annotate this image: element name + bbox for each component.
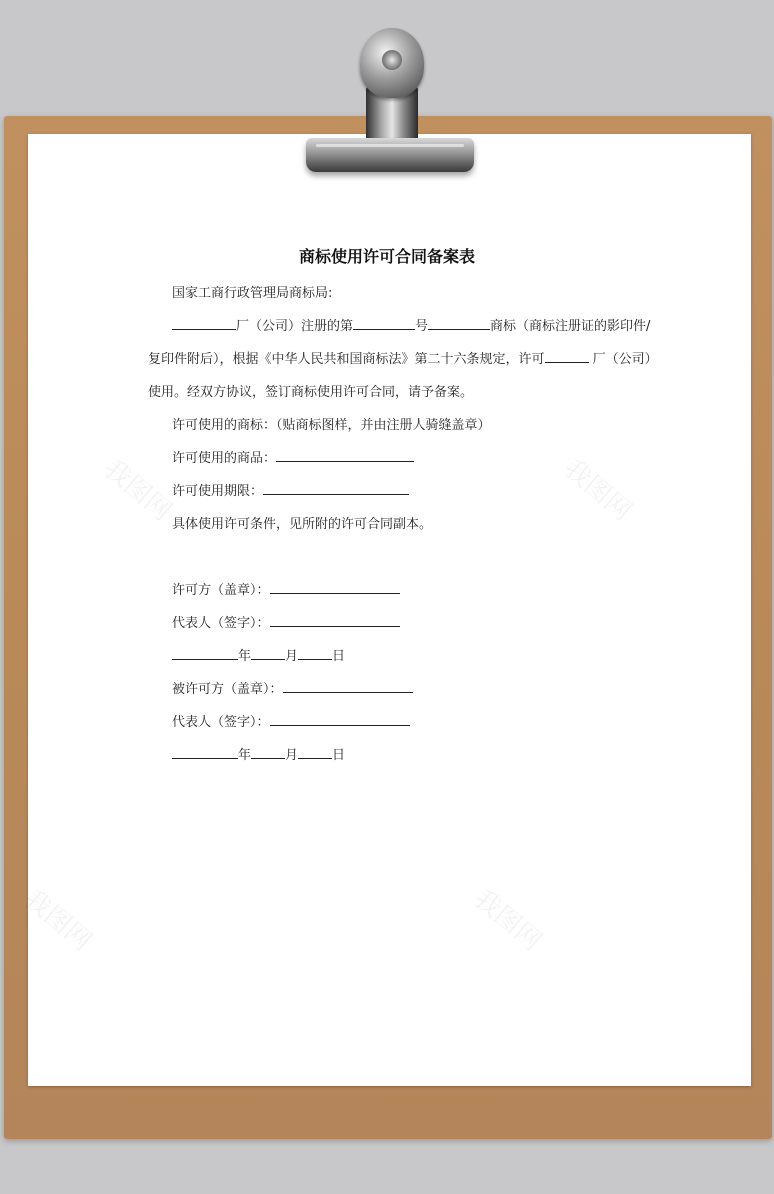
month-label: 月 xyxy=(285,748,299,763)
licensor-rep-line xyxy=(172,612,400,631)
number-blank[interactable] xyxy=(353,315,415,330)
year-label: 年 xyxy=(238,649,252,664)
licensee-date-line xyxy=(172,744,345,763)
document-title: 商标使用许可合同备案表 xyxy=(298,247,475,266)
licensed-period-field[interactable] xyxy=(263,480,409,495)
year-blank[interactable] xyxy=(172,645,238,660)
factory-text: 厂（公司）注册的第 xyxy=(236,319,354,334)
licensor-rep-field[interactable] xyxy=(270,612,400,627)
month-label: 月 xyxy=(285,649,299,664)
licensed-period-label: 许可使用期限： xyxy=(172,484,264,499)
legal-basis-text: 复印件附后），根据《中华人民共和国商标法》第二十六条规定，许可 xyxy=(148,352,545,367)
registration-line xyxy=(172,315,650,334)
licensee-factory-blank[interactable] xyxy=(545,348,589,363)
licensee-rep-line xyxy=(172,711,410,730)
year-blank[interactable] xyxy=(172,744,238,759)
licensed-mark-line: 许可使用的商标：（贴商标图样，并由注册人骑缝盖章） xyxy=(172,418,491,433)
licensed-goods-line xyxy=(172,447,414,466)
licensor-rep-label: 代表人（签字）： xyxy=(172,616,270,631)
agreement-line: 使用。经双方协议，签订商标使用许可合同，请予备案。 xyxy=(148,385,474,400)
day-blank[interactable] xyxy=(298,744,332,759)
licensed-goods-field[interactable] xyxy=(276,447,414,462)
licensor-label: 许可方（盖章）： xyxy=(172,583,270,598)
licensed-goods-label: 许可使用的商品： xyxy=(172,451,277,466)
licensed-period-line xyxy=(172,480,409,499)
year-label: 年 xyxy=(238,748,252,763)
licensee-factory-text: 厂（公司） xyxy=(592,352,658,367)
licensee-label: 被许可方（盖章）： xyxy=(172,682,283,697)
binder-clip-icon xyxy=(306,138,474,172)
trademark-blank[interactable] xyxy=(428,315,490,330)
day-label: 日 xyxy=(332,649,346,664)
licensee-rep-field[interactable] xyxy=(270,711,410,726)
factory-blank[interactable] xyxy=(172,315,236,330)
licensor-date-line xyxy=(172,645,345,664)
licensor-line xyxy=(172,579,400,598)
month-blank[interactable] xyxy=(251,744,285,759)
salutation: 国家工商行政管理局商标局: xyxy=(172,286,333,301)
licensee-rep-label: 代表人（签字）： xyxy=(172,715,270,730)
clip-ring-icon xyxy=(360,28,424,98)
number-text: 号 xyxy=(415,319,429,334)
trademark-text: 商标（商标注册证的影印件/ xyxy=(490,319,651,334)
licensor-field[interactable] xyxy=(270,579,400,594)
conditions-line: 具体使用许可条件，见所附的许可合同副本。 xyxy=(172,517,433,532)
licensee-line xyxy=(172,678,413,697)
day-label: 日 xyxy=(332,748,346,763)
day-blank[interactable] xyxy=(298,645,332,660)
month-blank[interactable] xyxy=(251,645,285,660)
legal-basis-line xyxy=(148,348,658,367)
paper-sheet xyxy=(28,134,751,1086)
licensee-field[interactable] xyxy=(283,678,413,693)
